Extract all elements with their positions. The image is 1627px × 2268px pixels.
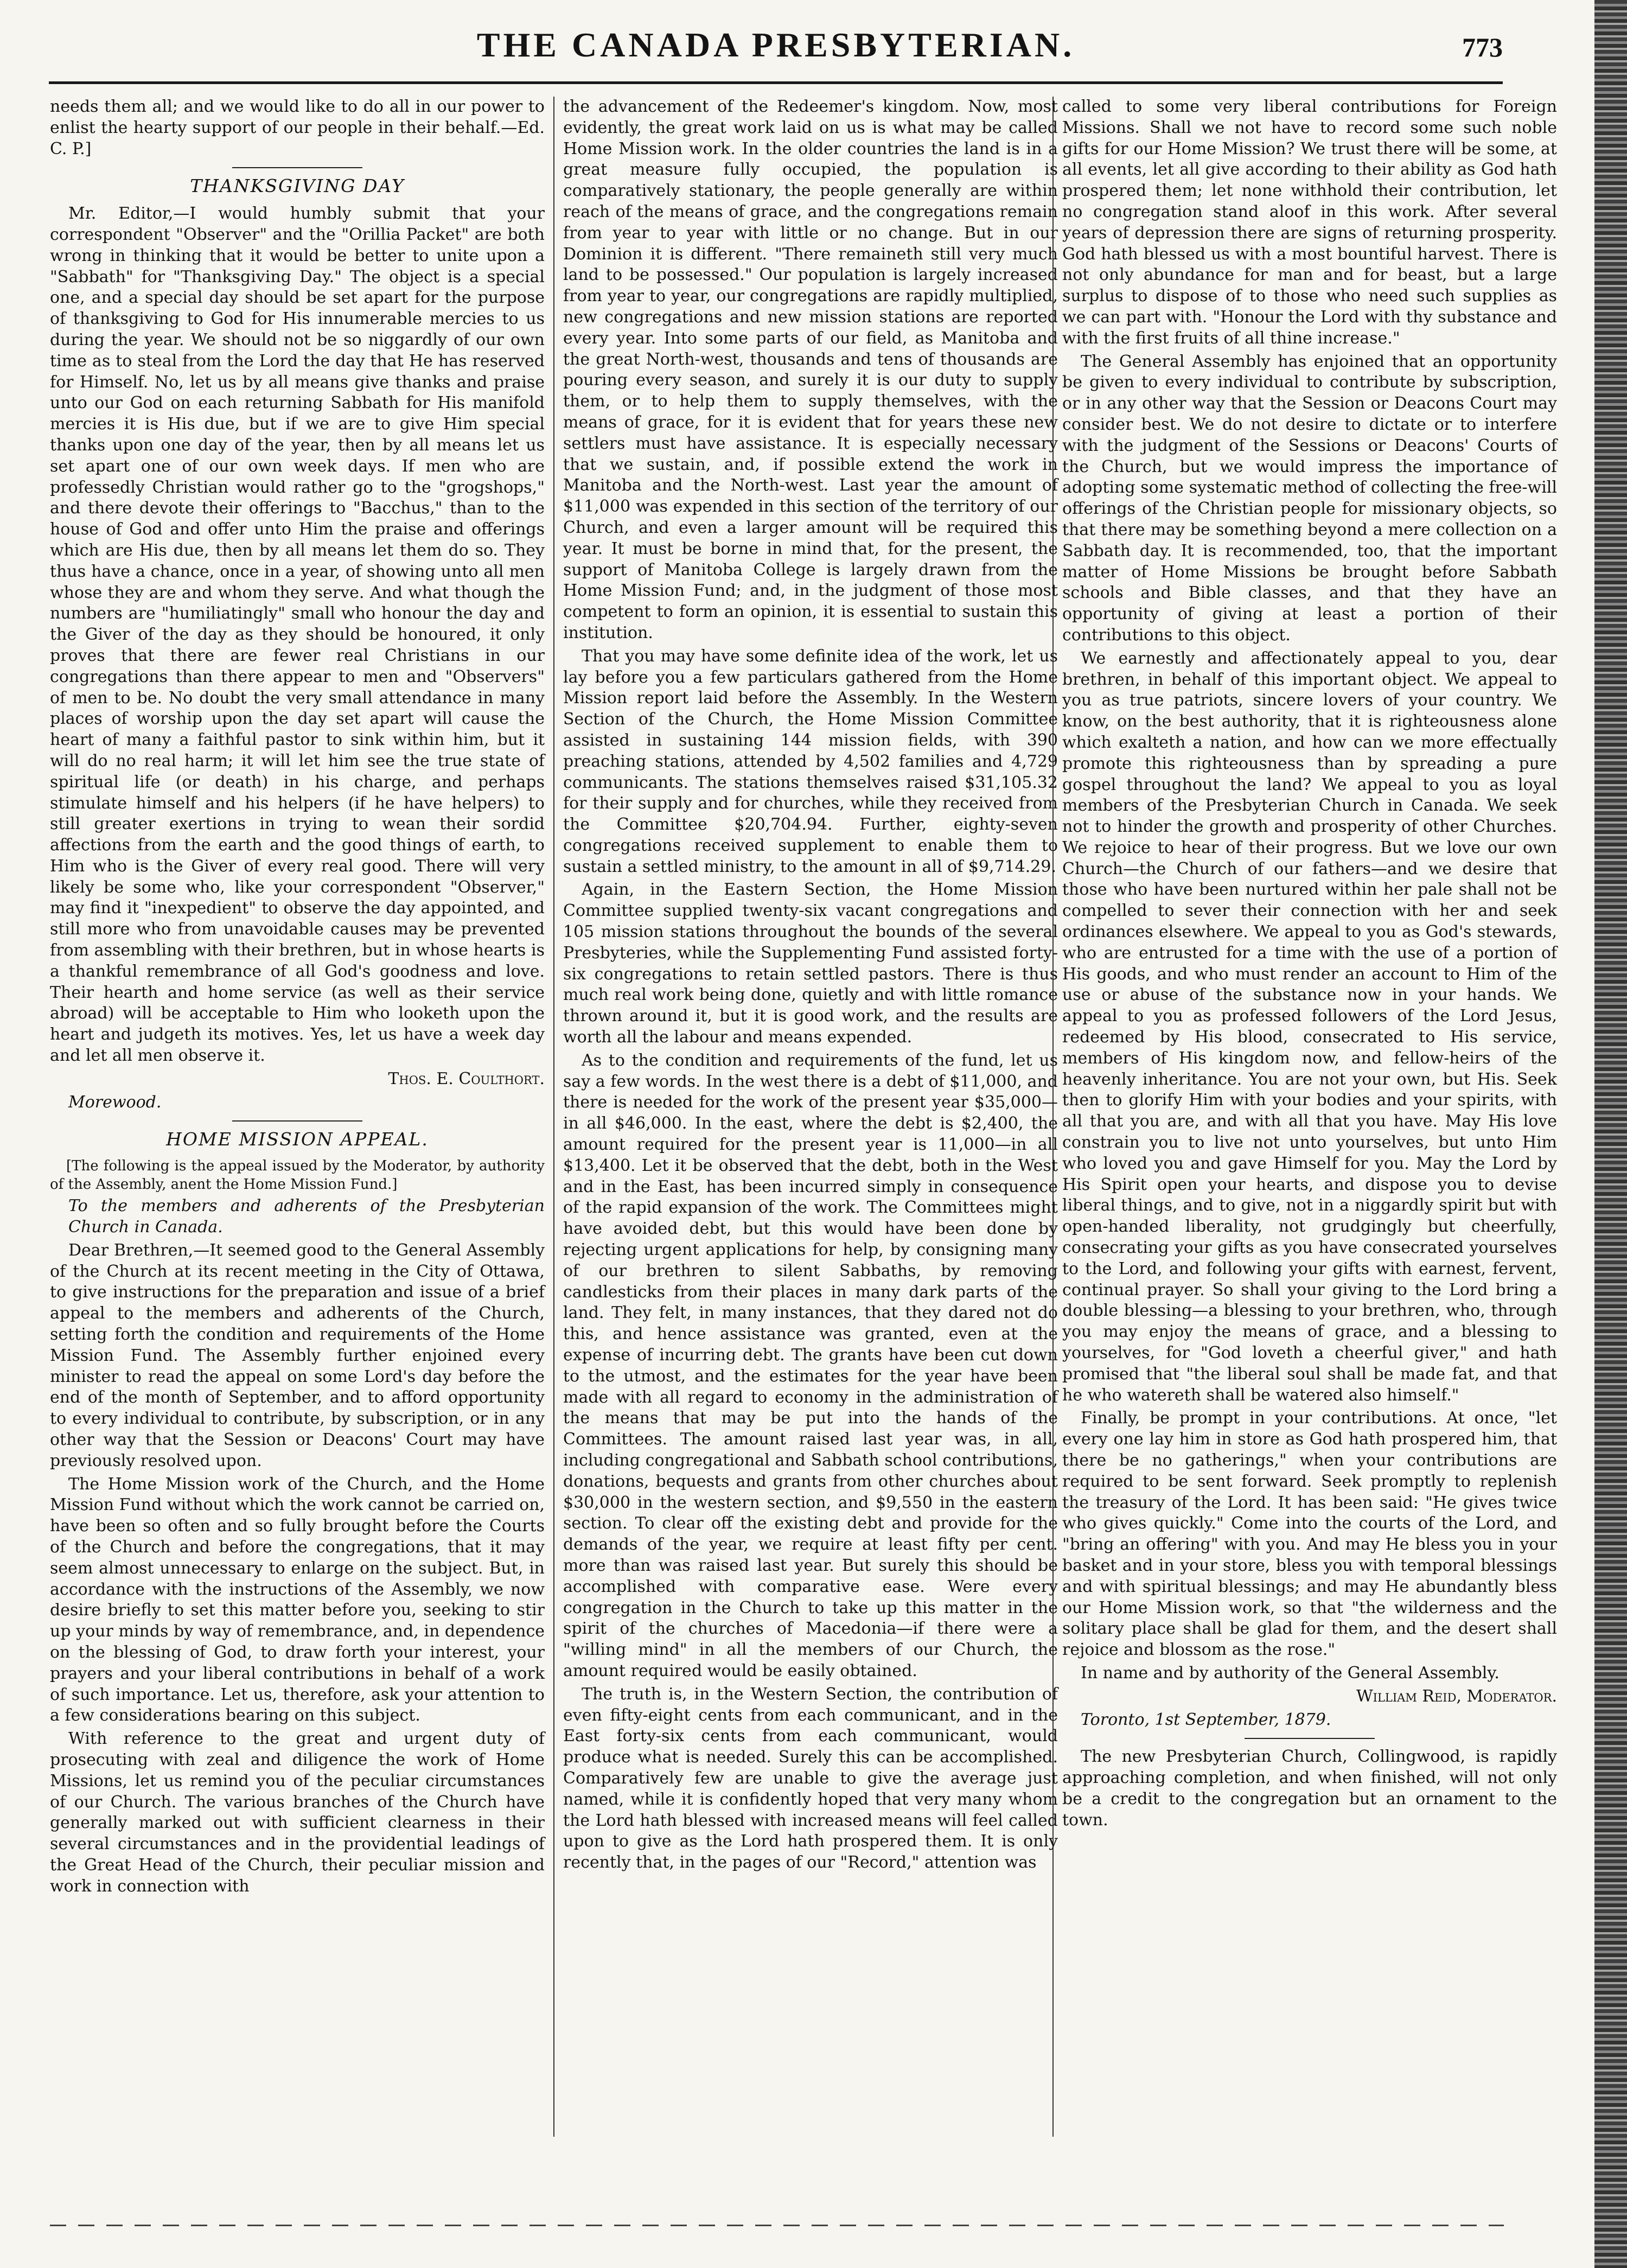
paragraph: Finally, be prompt in your contributions. At once, "let every one lay him in store as God hath prospered him, that there be no gatherings," when your contributions are required to be sent forward. Seek promptly to replenish the treasury of the Lord. It has been said: "He gives twice who gives quickly." Come into the courts of the Lord, and "bring an offering" with you. And may He bless you in your basket and in your store, bless you with temporal blessings and with spiritual blessings; and may He abundantly bless our Home Mission work, so that "the wilderness and the solitary place shall be glad for them, and the desert shall rejoice and blossom as the rose." [1062,1409,1557,1660]
paragraph: We earnestly and affectionately appeal to you, dear brethren, in behalf of this important object. We appeal to you as true patriots, sincere lovers of your country. We know, on the best authority, that it is righteousness alone which exalteth a nation, and how can we more effectually promote this righteousness than by spreading a pure gospel throughout the land? We appeal to you as loyal members of the Presbyterian Church in Canada. We seek not to hinder the growth and prosperity of other Churches. We rejoice to hear of their progress. But we love our own Church—the Church of our fathers—and we desire that those who have been nurtured within her pale shall not be compelled to sever their connection with her and seek ordinances elsewhere. We appeal to you as God's stewards, who are entrusted for a time with the use of a portion of His goods, and who must render an account to Him of the use or abuse of the substance now in your hands. We appeal to you as professed followers of the Lord Jesus, redeemed by His blood, consecrated to His service, members of His kingdom now, and fellow-heirs of the heavenly inheritance. You are not your own, but His. Seek then to glorify Him with your bodies and your spirits, with all that you are, and with all that you have. May His love constrain you to live not unto yourselves, but unto Him who loved you and gave Himself for you. May the Lord by His Spirit open your hearts, and dispose you to devise liberal things, and to give, not in a niggardly spirit but with open-handed liberality, not grudgingly but cheerfully, consecrating your gifts as you have consecrated yourselves to the Lord, and following your gifts with earnest, fervent, continual prayer. So shall your giving to the Lord bring a double blessing—a blessing to your brethren, who, through you may enjoy the means of grace, and a blessing to yourselves, for "God loveth a cheerful giver," and hath promised that "the liberal soul shall be made fat, and that he who watereth shall be watered also himself." [1062,648,1557,1405]
column-3 [1062,97,1557,1833]
column-1 [50,97,545,1900]
paragraph: the advancement of the Redeemer's kingdom. Now, most evidently, the great work laid on us is what may be called Home Mission work. In the older countries the land is in a great measure fully occupied, the population is comparatively stationary, the people generally are within reach of the means of grace, and the congregations remain from year to year with little or no change. But in our Dominion it is different. "There remaineth still very much land to be possessed." Our population is largely increased from year to year, our congregations are rapidly multiplied, new congregations and new mission stations are reported every year. Into some parts of our field, as Manitoba and the great North-west, thousands and tens of thousands are pouring every season, and surely it is our duty to supply them, or to help them to supply themselves, with the means of grace, for it is evident that for years these new settlers must have assistance. It is especially necessary that we sustain, and, if possible extend the work in Manitoba and the North-west. Last year the amount of $11,000 was expended in this section of the territory of our Church, and even a larger amount will be required this year. It must be borne in mind that, for the present, the support of Manitoba College is largely drawn from the Home Mission Fund; and, in the judgment of those most competent to form an opinion, it is essential to sustain this institution. [563,97,1058,642]
paragraph: In name and by authority of the General Assembly. [1081,1663,1500,1683]
paragraph: The Home Mission work of the Church, and the Home Mission Fund without which the work cannot be carried on, have been so often and so fully brought before the Courts of the Church and before the congregations, that it may seem almost unnecessary to enlarge on the subject. But, in accordance with the instructions of the Assembly, we now desire briefly to set this matter before you, seeking to stir up your minds by way of remembrance, and, in dependence on the blessing of God, to draw forth your interest, your prayers and your liberal contributions in behalf of a work of such importance. Let us, therefore, ask your attention to a few considerations bearing on this subject. [50,1474,545,1725]
signature-place: Morewood. [68,1092,162,1112]
signature: Thos. E. Coulthort. [388,1069,545,1088]
section-heading-thanksgiving: THANKSGIVING DAY [190,175,405,197]
paragraph: Again, in the Eastern Section, the Home Mission Committee supplied twenty-six vacant congregations and 105 mission stations throughout the bounds of the several Presbyteries, while the Supplementing Fund assisted forty-six congregations to retain settled pastors. There is thus much real work being done, quietly and with little romance thrown around it, but it is good work, and the results are worth all the labour and means expended. [563,880,1058,1047]
page-header [49,20,1503,79]
section-divider [1245,1738,1375,1739]
paragraph: Dear Brethren,—It seemed good to the General Assembly of the Church at its recent meeting in the City of Ottawa, to give instructions for the preparation and issue of a brief appeal to the members and adherents of the Church, setting forth the condition and requirements of the Home Mission Fund. The Assembly further enjoined every minister to read the appeal on some Lord's day before the end of the month of September, and to afford opportunity to every individual to contribute, by subscription, or in any other way that the Session or Deacons' Court may have previously resolved upon. [50,1240,545,1470]
column-divider [553,97,554,2137]
paragraph: The truth is, in the Western Section, the contribution of even fifty-eight cents from each communicant, and in the East forty-six cents from each communicant, would produce what is needed. Surely this can be accomplished. Comparatively few are unable to give the average just named, while it is confidently hoped that very many whom the Lord hath blessed with increased means will feel called upon to give as the Lord hath prospered them. It is only recently that, in the pages of our "Record," attention was [563,1684,1058,1872]
paragraph: Mr. Editor,—I would humbly submit that your correspondent "Observer" and the "Orillia Packet" are both wrong in thinking that it would be better to unite upon a "Sabbath" for "Thanksgiving Day." The object is a special one, and a special day should be set apart for the purpose of thanksgiving to God for His innumerable mercies to us during the year. We should not be so niggardly of our own time as to steal from the Lord the day that He has reserved for Himself. No, let us by all means give thanks and praise unto our God on each returning Sabbath for His manifold mercies it is His due, but if we are to give Him special thanks upon one day of the year, then by all means let us set apart one of our own week days. If men who are professedly Christian would rather go to the "grogshops," and there devote their offerings to "Bacchus," than to the house of God and offer unto Him the praise and offerings which are His due, then by all means let them do so. They thus have a chance, once in a year, of showing unto all men whose they are and whom they serve. And what though the numbers are "humiliatingly" small who honour the day and the Giver of the day as they should be honoured, it only proves that there are fewer real Christians in our congregations than there appear to men and "Observers" of men to be. No doubt the very small attendance in many places of worship upon the day set apart will cause the heart of many a faithful pastor to sink within him, but it will do no real harm; it will let him see the true state of spiritual life (or death) in his charge, and perhaps stimulate himself and his helpers (if he have helpers) to still greater exertions in trying to wean their sordid affections from the earth and the good things of earth, to Him who is the Giver of every real good. There will very likely be some who, like your correspondent "Observer," may find it "inexpedient" to observe the day appointed, and still more who from unavoidable causes may be prevented from assembling with their brethren, but in whose hearts is a thankful remembrance of all God's goodness and love. Their hearth and home service (as well as their service abroad) will be acceptable to Him who looketh upon the heart and judgeth its motives. Yes, let us have a week day and let all men observe it. [50,204,545,1066]
signature: William Reid, Moderator. [1356,1686,1557,1706]
header-rule [49,81,1503,84]
address-line: To the members and adherents of the Presbyterian Church in Canada. [68,1196,545,1237]
page-number: 773 [1462,32,1503,62]
paragraph: That you may have some definite idea of the work, let us lay before you a few particulars gathered from the Home Mission report laid before the Assembly. In the Western Section of the Church, the Home Mission Committee assisted in sustaining 144 mission fields, with 390 preaching stations, attended by 4,502 families and 4,729 communicants. The stations themselves raised $31,105.32 for their supply and for churches, while they received from the Committee $20,704.94. Further, eighty-seven congregations received supplement to enable them to sustain a settled ministry, to the amount in all of $9,714.29. [563,646,1058,876]
page-title: THE CANADA PRESBYTERIAN. [476,26,1075,64]
column-2 [563,97,1058,1876]
bracketed-note: [The following is the appeal issued by the Moderator, by authority of the Assembly, anent the Home Mission Fund.] [50,1158,545,1193]
editor-note: needs them all; and we would like to do all in our power to enlist the hearty support of our people in their behalf.—Ed. C. P.] [50,97,545,158]
paragraph: With reference to the great and urgent duty of prosecuting with zeal and diligence the work of Home Missions, let us remind you of the peculiar circumstances of our Church. The various branches of the Church have generally marked out with sufficient clearness in their several circumstances and in the providential leadings of the Great Head of the Church, their peculiar mission and work in connection with [50,1729,545,1896]
paragraph: As to the condition and requirements of the fund, let us say a few words. In the west there is a debt of $11,000, and there is needed for the work of the present year $35,000—in all $46,000. In the east, where the debt is $2,400, the amount required for the present year is 11,000—in all $13,400. Let it be observed that the debt, both in the West and in the East, has been incurred simply in consequence of the rapid expansion of the work. The Committees might have avoided debt, but this would have been done by rejecting urgent applications for help, by consigning many of our brethren to silent Sabbaths, by removing candlesticks from their places in many dark parts of the land. They felt, in many instances, that they dared not do this, and hence assistance was granted, even at the expense of incurring debt. The grants have been cut down to the utmost, and the estimates for the year have been made with all regard to economy in the administration of the means that may be put into the hands of the Committees. The amount raised last year was, in all, including congregational and Sabbath school contributions, donations, bequests and grants from other churches about $30,000 in the western section, and $9,550 in the eastern section. To clear off the existing debt and provide for the demands of the year, we require at least fifty per cent. more than was raised last year. But surely this should be accomplished with comparative ease. Were every congregation in the Church to take up this matter in the spirit of the churches of Macedonia—if there were a "willing mind" in all the members of our Church, the amount required would be easily obtained. [563,1050,1058,1680]
scanned-page-edge [1594,0,1627,2268]
footer-rule [50,2225,1504,2226]
paragraph: called to some very liberal contributions for Foreign Missions. Shall we not have to record some such noble gifts for our Home Mission? We trust there will be some, at all events, let all give according to their ability as God hath prospered them; let none withhold their contribution, let no congregation stand aloof in this work. After several years of depression there are signs of returning prosperity. God hath blessed us with a most bountiful harvest. There is not only abundance for man and for beast, but a large surplus to dispose of to those who need such supplies as we can part with. "Honour the Lord with thy substance and with the first fruits of all thine increase." [1062,97,1557,348]
section-divider [232,167,362,168]
paragraph: The General Assembly has enjoined that an opportunity be given to every individual to contribute by subscription, or in any other way that the Session or Deacons Court may consider best. We do not desire to dictate or to interfere with the judgment of the Sessions or Deacons' Courts of the Church, but we would impress the importance of adopting some systematic method of collecting the free-will offerings of the Christian people for missionary objects, so that there may be something beyond a mere collection on a Sabbath day. It is recommended, too, that the important matter of Home Missions be brought before Sabbath schools and Bible classes, and that they have an opportunity of giving at least a portion of their contributions to this object. [1062,352,1557,645]
section-divider [232,1120,362,1122]
paragraph: The new Presbyterian Church, Collingwood, is rapidly approaching completion, and when finished, will not only be a credit to the congregation but an ornament to the town. [1062,1747,1557,1830]
section-heading-home-mission: HOME MISSION APPEAL. [166,1129,429,1150]
signature-place: Toronto, 1st September, 1879. [1081,1710,1331,1729]
